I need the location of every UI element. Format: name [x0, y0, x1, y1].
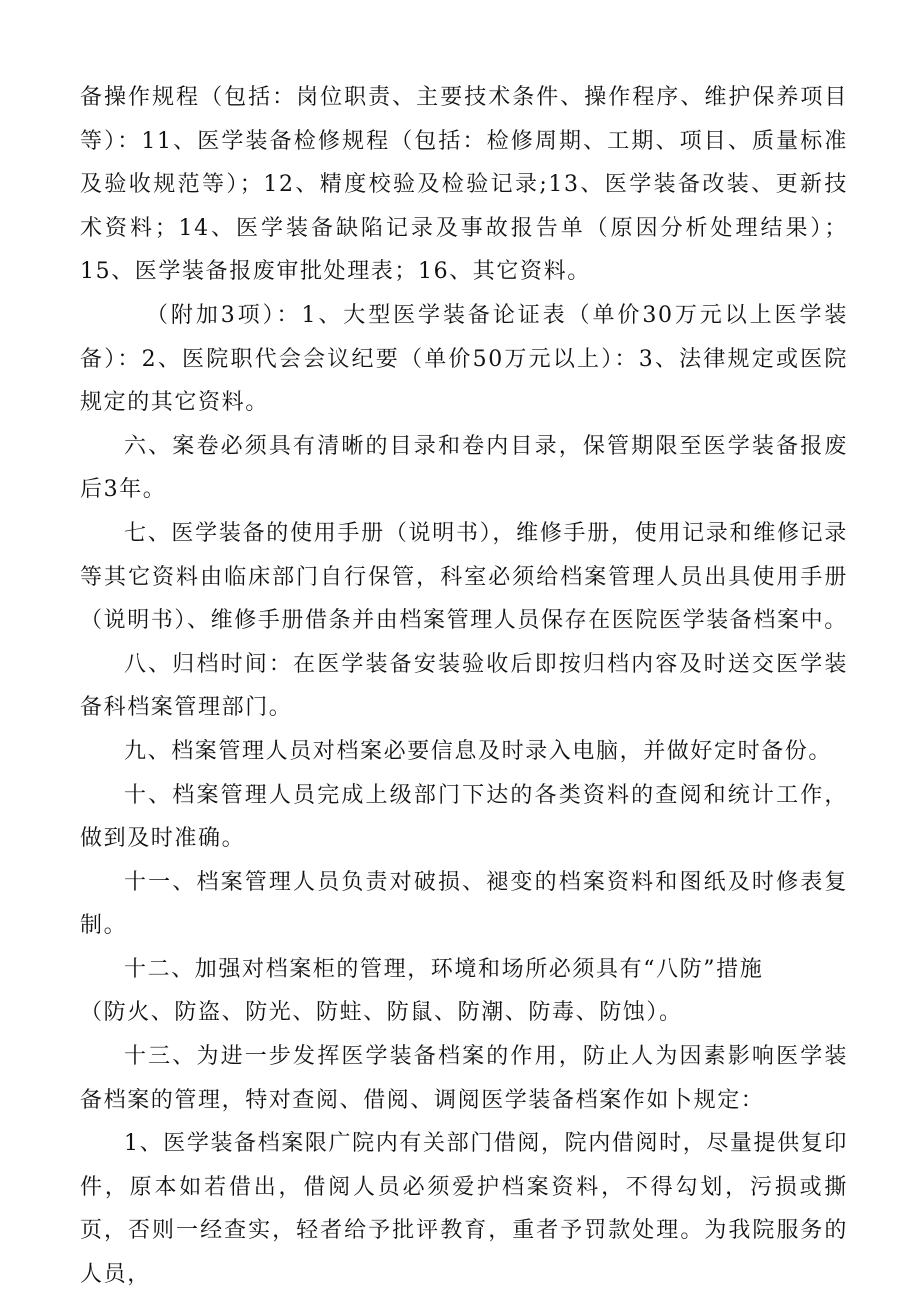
paragraph-section-10: 十、档案管理人员完成上级部门下达的各类资料的查阅和统计工作，做到及时准确。	[80, 782, 848, 852]
paragraph-section-11: 十一、档案管理人员负责对破损、褪变的档案资料和图纸及时修表复制。	[80, 869, 848, 939]
paragraph-continued-list: 备操作规程（包括：岗位职责、主要技术条件、操作程序、维护保养项目等）：11、医学装备检修规程（包括：检修周期、工期、项目、质量标准及验收规范等）；12、精度校验及检验记录;13、医学装备改装、更新技术资料；14、医学装备缺陷记录及事故报告单（原因分析处理结果）；15、医学装备报废审批处理表；16、其它资料。	[80, 85, 848, 285]
paragraph-section-12: 十二、加强对档案柜的管理，环境和场所必须具有“八防”措施	[124, 956, 764, 982]
paragraph-section-12-detail: （防火、防盗、防光、防蛀、防鼠、防潮、防毒、防蚀）。	[80, 1000, 683, 1026]
paragraph-section-7: 七、医学装备的使用手册（说明书），维修手册，使用记录和维修记录等其它资料由临床部门自行保管，科室必须给档案管理人员出具使用手册（说明书）、维修手册借条并由档案管理人员保存在医院医学装备档案中。	[80, 520, 848, 634]
paragraph-section-13-item-1: 1、医学装备档案限广院内有关部门借阅，院内借阅时，尽量提供复印件，原本如若借出，借阅人员必须爱护档案资料，不得勾划，污损或撕页，否则一经查实，轻者给予批评教育，重者予罚款处理。为我院服务的人员，	[80, 1131, 848, 1288]
paragraph-appendix-items: （附加3项）：1、大型医学装备论证表（单价30万元以上医学装备）：2、医院职代会会议纪要（单价50万元以上）：3、法律规定或医院规定的其它资料。	[80, 302, 848, 416]
paragraph-section-6: 六、案卷必须具有清晰的目录和卷内目录，保管期限至医学装备报废后3年。	[80, 433, 848, 503]
paragraph-section-8: 八、归档时间：在医学装备安装验收后即按归档内容及时送交医学装备科档案管理部门。	[80, 651, 848, 721]
paragraph-section-13: 十三、为进一步发挥医学装备档案的作用，防止人为因素影响医学装备档案的管理，特对查阅、借阅、调阅医学装备档案作如卜规定：	[80, 1044, 848, 1113]
document-body	[80, 76, 848, 1297]
paragraph-section-9: 九、档案管理人员对档案必要信息及时录入电脑，并做好定时备份。	[124, 738, 833, 764]
